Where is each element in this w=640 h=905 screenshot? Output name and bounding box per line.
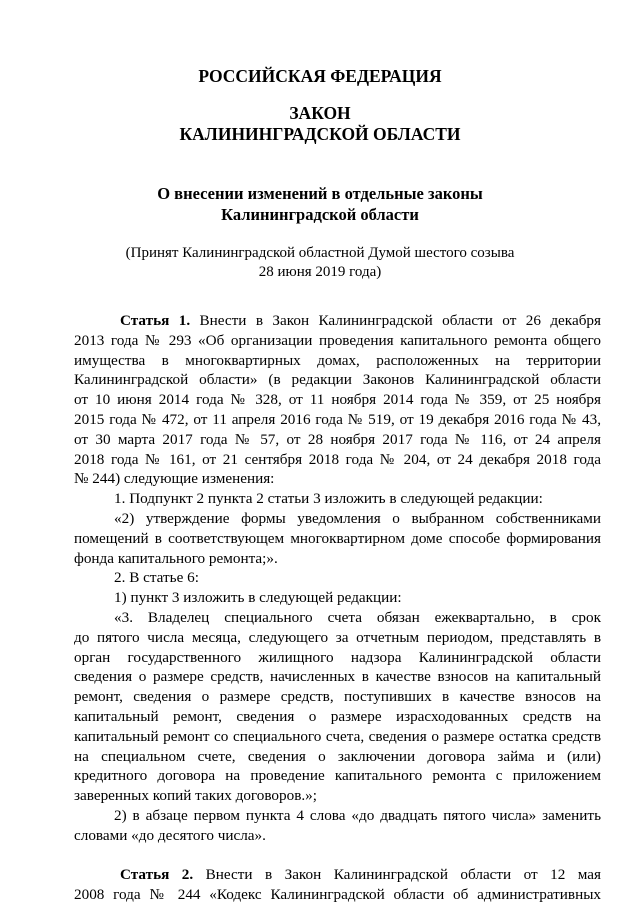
- section-gap: [74, 846, 601, 866]
- law-title: [0, 183, 640, 225]
- article-2-text: Внести в Закон Калининградской области от 12 мая: [205, 866, 601, 884]
- law-title-line-2: Калининградской области: [221, 205, 419, 224]
- paragraph-line: орган государственного жилищного надзора Калининградской области: [74, 648, 601, 666]
- paragraph-line: 2013 года № 293 «Об организации проведения капитального ремонта общего: [74, 331, 601, 349]
- paragraph-line: до пятого числа месяца, следующего за отчетным периодом, представлять в: [74, 628, 601, 646]
- article-2-label: Статья 2.: [120, 866, 194, 884]
- article-1-first-line: [74, 311, 601, 331]
- paragraph-line: от 10 июня 2014 года № 328, от 11 ноября 2014 года № 359, от 25 ноября: [74, 391, 601, 409]
- paragraph-line: 2008 года № 244 «Кодекс Калининградской области об административных: [74, 886, 601, 904]
- paragraph-line: фонда капитального ремонта;».: [74, 549, 278, 567]
- paragraph-line: «2) утверждение формы уведомления о выбранном собственниками: [114, 509, 601, 527]
- subitem-1-line: 1) пункт 3 изложить в следующей редакции:: [114, 589, 402, 607]
- item-2-line: 2. В статье 6:: [114, 569, 199, 587]
- adoption-note: [0, 244, 640, 282]
- adoption-note-line-1: (Принят Калининградской областной Думой шестого созыва: [125, 245, 515, 261]
- law-heading: [0, 103, 640, 145]
- paragraph-line: имущества в многоквартирных домах, расположенных на территории: [74, 351, 601, 369]
- paragraph-line: № 244) следующие изменения:: [74, 470, 275, 488]
- paragraph-line: словами «до десятого числа».: [74, 826, 266, 844]
- article-2-first-line: [74, 865, 601, 885]
- paragraph-line: от 30 марта 2017 года № 57, от 28 ноября 2017 года № 116, от 24 апреля: [74, 430, 601, 448]
- article-1-text: Внести в Закон Калининградской области от 26 декабря: [199, 312, 601, 329]
- paragraph-line: 2015 года № 472, от 11 апреля 2016 года № 519, от 19 декабря 2016 года № 43,: [74, 410, 601, 428]
- item-1-line: 1. Подпункт 2 пункта 2 статьи 3 изложить в следующей редакции:: [114, 490, 543, 508]
- law-title-line-1: О внесении изменений в отдельные законы: [157, 184, 483, 203]
- paragraph-line: сведения о размере средств, начисленных в качестве взносов на капитальный: [74, 668, 601, 686]
- paragraph-line: капитальный ремонт, сведения о размере израсходованных средств на: [74, 707, 601, 725]
- paragraph-line: помещений в соответствующем многоквартирном доме способе формирования: [74, 529, 601, 547]
- law-heading-line-2: КАЛИНИНГРАДСКОЙ ОБЛАСТИ: [179, 124, 461, 144]
- paragraph-line: кредитного договора на проведение капитального ремонта с приложением: [74, 767, 601, 785]
- paragraph-line: заверенных копий таких договоров.»;: [74, 787, 317, 805]
- paragraph-line: ремонт, сведения о размере средств, поступивших в качестве взносов на: [74, 688, 601, 706]
- paragraph-line: 2018 года № 161, от 21 сентября 2018 года № 204, от 24 декабря 2018 года: [74, 450, 601, 468]
- country-heading: РОССИЙСКАЯ ФЕДЕРАЦИЯ: [198, 66, 442, 86]
- law-heading-line-1: ЗАКОН: [289, 103, 351, 123]
- subitem-2-line: 2) в абзаце первом пункта 4 слова «до двадцать пятого числа» заменить: [114, 806, 601, 824]
- article-1-label: Статья 1.: [120, 312, 191, 329]
- paragraph-line: на специальном счете, сведения о заключении договора займа и (или): [74, 747, 601, 765]
- paragraph-line: капитальный ремонт со специального счета, сведения о размере остатка средств: [74, 727, 601, 745]
- law-body: [74, 311, 601, 905]
- adoption-note-line-2: 28 июня 2019 года): [258, 264, 382, 280]
- paragraph-line: Калининградской области» (в редакции Законов Калининградской области: [74, 371, 601, 389]
- paragraph-line: «3. Владелец специального счета обязан ежеквартально, в срок: [114, 608, 601, 626]
